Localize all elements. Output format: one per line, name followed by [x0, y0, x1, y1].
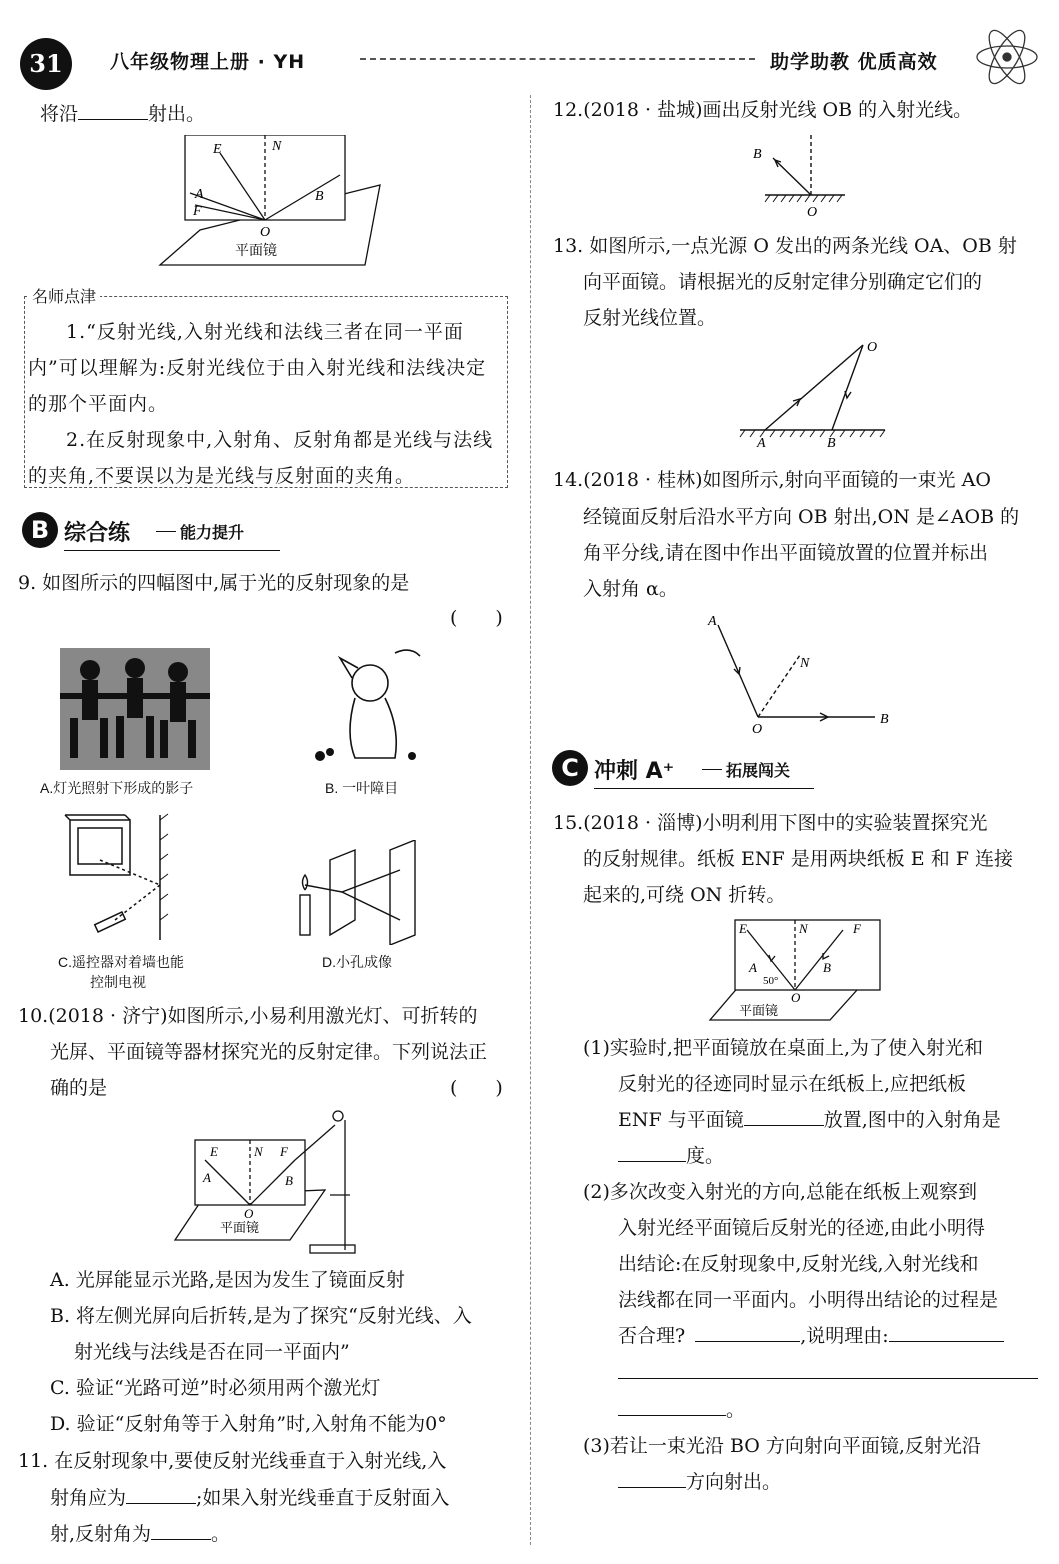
- q10-line1: 10.(2018 · 济宁)如图所示,小易利用激光灯、可折转的: [18, 1005, 478, 1027]
- answer-blank-incident-angle[interactable]: [618, 1141, 686, 1162]
- q15-line2: 的反射规律。纸板 ENF 是用两块纸板 E 和 F 连接: [583, 848, 1013, 870]
- q9-option-a-label: A.灯光照射下形成的影子: [40, 780, 194, 796]
- label-B: B: [753, 147, 762, 162]
- label-F: F: [193, 204, 202, 219]
- header-slogan: 助学助教 优质高效: [770, 51, 938, 73]
- q15-part2-line2: 入射光经平面镜后反射光的径迹,由此小明得: [618, 1217, 986, 1239]
- tip-paragraph-2: 2.在反射现象中,入射角、反射角都是光线与法线的夹角,不要误以为是光线与反射面的夹角。: [28, 429, 494, 487]
- fig-q12: [745, 130, 865, 220]
- label-O: O: [752, 722, 763, 737]
- answer-line-reason-2[interactable]: [618, 1378, 1038, 1379]
- label-A: A: [195, 187, 204, 202]
- label-F: F: [280, 1144, 288, 1159]
- label-A: A: [757, 436, 766, 450]
- q14-line4: 入射角 α。: [583, 578, 678, 600]
- q10-line3: 确的是: [50, 1077, 108, 1099]
- label-mirror: 平面镜: [739, 1003, 779, 1018]
- q10-answer-paren[interactable]: ( ): [450, 1077, 503, 1099]
- q15-part1-line1: (1)实验时,把平面镜放在桌面上,为了使入射光和: [583, 1037, 983, 1059]
- label-N: N: [800, 656, 810, 671]
- book-title: 八年级物理上册 · YH: [110, 51, 306, 73]
- section-c-dash: [702, 769, 722, 770]
- label-O: O: [244, 1206, 254, 1221]
- shadow-image: [60, 648, 210, 770]
- label-B: B: [823, 960, 831, 975]
- remote-tv-image: [60, 810, 240, 945]
- answer-blank[interactable]: [78, 99, 148, 120]
- section-b-underline: [64, 550, 280, 551]
- section-b-dash: [156, 531, 176, 532]
- column-divider: [530, 95, 531, 1545]
- label-A: A: [749, 960, 757, 975]
- header-divider: [360, 58, 755, 60]
- section-c-subtitle: 拓展闯关: [726, 761, 791, 780]
- q10-option-b-line1: B. 将左侧光屏向后折转,是为了探究“反射光线、入: [50, 1305, 472, 1327]
- q14-line3: 角平分线,请在图中作出平面镜放置的位置并标出: [583, 542, 989, 564]
- pinhole-image: [290, 840, 430, 945]
- label-N: N: [272, 139, 282, 154]
- section-c-badge: C: [552, 750, 588, 786]
- q15-part1-line2: 反射光的径迹同时显示在纸板上,应把纸板: [618, 1073, 967, 1095]
- label-B: B: [285, 1173, 293, 1188]
- q10-option-b-line2: 射光线与法线是否在同一平面内”: [74, 1341, 350, 1363]
- label-O: O: [807, 205, 818, 220]
- q10-option-a: A. 光屏能显示光路,是因为发生了镜面反射: [50, 1269, 405, 1291]
- q11-line3: 射,反射角为 。: [50, 1516, 230, 1552]
- q15-part2-line5: 否合理? ,说明理由:: [618, 1318, 1004, 1354]
- q15-part1-line4: 度。: [618, 1138, 724, 1174]
- label-B: B: [827, 436, 836, 450]
- q9-option-d-label: D.小孔成像: [322, 954, 392, 970]
- fig-laser-setup: [170, 1110, 370, 1260]
- fig-reflection-board: [155, 135, 385, 270]
- section-b-title: 综合练: [64, 521, 131, 546]
- atom-logo-icon: [972, 22, 1042, 92]
- q10-line2: 光屏、平面镜等器材探究光的反射定律。下列说法正: [50, 1041, 488, 1063]
- label-A: A: [708, 614, 717, 629]
- section-c-underline: [594, 788, 814, 789]
- q14-line1: 14.(2018 · 桂林)如图所示,射向平面镜的一束光 AO: [553, 469, 991, 491]
- q13-line2: 向平面镜。请根据光的反射定律分别确定它们的: [583, 271, 983, 293]
- label-O: O: [260, 225, 271, 240]
- section-b-header: [22, 512, 282, 552]
- q9-option-c-label-2: 控制电视: [90, 974, 146, 990]
- q8-continuation: 将沿 射出。: [40, 96, 205, 132]
- leaf-eye-image: [300, 638, 430, 773]
- label-N: N: [254, 1144, 263, 1159]
- q10-option-c: C. 验证“光路可逆”时必须用两个激光灯: [50, 1377, 381, 1399]
- label-angle: 50°: [763, 975, 779, 987]
- page-number: 31: [20, 38, 72, 90]
- q10-option-d: D. 验证“反射角等于入射角”时,入射角不能为0°: [50, 1413, 447, 1435]
- q15-part1-line3: ENF 与平面镜 放置,图中的入射角是: [618, 1102, 1001, 1138]
- q14-line2: 经镜面反射后沿水平方向 OB 射出,ON 是∠AOB 的: [583, 506, 1020, 528]
- q9-stem: 9. 如图所示的四幅图中,属于光的反射现象的是: [18, 572, 410, 594]
- label-B: B: [315, 189, 324, 204]
- label-A: A: [203, 1170, 211, 1185]
- label-F: F: [853, 921, 861, 936]
- label-E: E: [739, 921, 747, 936]
- q13-line3: 反射光线位置。: [583, 307, 717, 329]
- label-B: B: [880, 712, 889, 727]
- answer-blank-reason-3[interactable]: [618, 1395, 726, 1416]
- fig-q13: [735, 335, 895, 450]
- q9-option-c-label-1: C.遥控器对着墙也能: [58, 954, 184, 970]
- q15-part3-line1: (3)若让一束光沿 BO 方向射向平面镜,反射光沿: [583, 1435, 981, 1457]
- label-E: E: [210, 1144, 218, 1159]
- label-N: N: [799, 921, 808, 936]
- q11-line2: 射角应为 ;如果入射光线垂直于反射面入: [50, 1480, 449, 1516]
- q11-line1: 11. 在反射现象中,要使反射光线垂直于入射光线,入: [18, 1450, 447, 1472]
- q15-part3-line2: 方向射出。: [618, 1464, 781, 1500]
- section-c-header: [552, 750, 822, 790]
- answer-blank-placement[interactable]: [744, 1105, 824, 1126]
- q9-answer-paren[interactable]: ( ): [450, 607, 503, 629]
- q9-option-b-label: B. 一叶障目: [325, 780, 399, 796]
- tip-paragraph-1: 1.“反射光线,入射光线和法线三者在同一平面内”可以理解为:反射光线位于由入射光线和法线决定的那个平面内。: [28, 321, 487, 415]
- q13-line1: 13. 如图所示,一点光源 O 发出的两条光线 OA、OB 射: [553, 235, 1017, 257]
- answer-blank-angle[interactable]: [126, 1483, 196, 1504]
- q15-line3: 起来的,可绕 ON 折转。: [583, 884, 786, 906]
- label-O: O: [867, 340, 878, 355]
- section-b-badge: B: [22, 512, 58, 548]
- tip-title: 名师点津: [28, 284, 100, 307]
- answer-blank-reflection-angle[interactable]: [151, 1519, 211, 1540]
- label-mirror: 平面镜: [220, 1220, 260, 1235]
- q15-part2-line1: (2)多次改变入射光的方向,总能在纸板上观察到: [583, 1181, 977, 1203]
- q15-line1: 15.(2018 · 淄博)小明利用下图中的实验装置探究光: [553, 812, 988, 834]
- q15-part2-line4: 法线都在同一平面内。小明得出结论的过程是: [618, 1289, 999, 1311]
- label-mirror: 平面镜: [235, 244, 277, 259]
- label-E: E: [213, 142, 222, 157]
- answer-blank-reasonable[interactable]: [695, 1321, 800, 1342]
- fig-q15: [705, 915, 885, 1025]
- section-b-subtitle: 能力提升: [180, 523, 245, 542]
- q15-part2-line3: 出结论:在反射现象中,反射光线,入射光线和: [618, 1253, 979, 1275]
- answer-blank-reason[interactable]: [889, 1321, 1004, 1342]
- label-O: O: [791, 990, 801, 1005]
- answer-blank-direction[interactable]: [618, 1467, 686, 1488]
- section-c-title: 冲刺 A⁺: [594, 759, 675, 784]
- q12-stem: 12.(2018 · 盐城)画出反射光线 OB 的入射光线。: [553, 99, 973, 121]
- q15-part2-line7: 。: [618, 1392, 745, 1428]
- fig-q14: [700, 605, 900, 740]
